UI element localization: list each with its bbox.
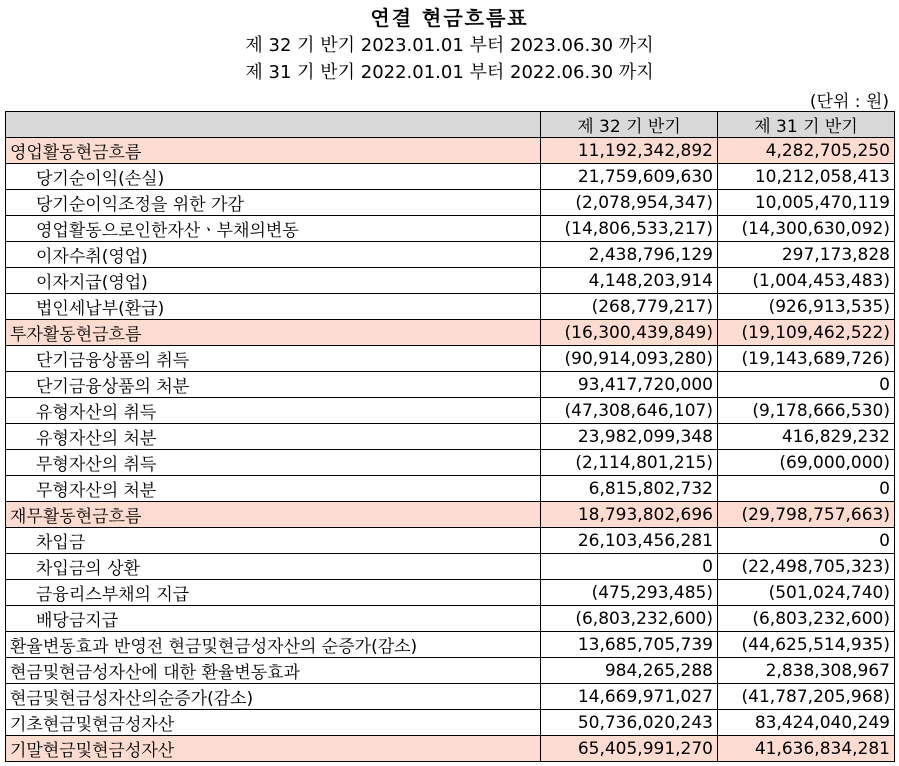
table-body — [6, 138, 895, 762]
row-label: 차입금 — [6, 528, 541, 554]
value-period-32: 50,736,020,243 — [541, 710, 718, 736]
value-period-32: 11,192,342,892 — [541, 138, 718, 164]
value-period-32: (47,308,646,107) — [541, 398, 718, 424]
table-row — [6, 138, 895, 164]
value-period-32: (475,293,485) — [541, 580, 718, 606]
table-row — [6, 580, 895, 606]
row-label: 현금및현금성자산에 대한 환율변동효과 — [6, 658, 541, 684]
row-label: 단기금융상품의 취득 — [6, 346, 541, 372]
value-period-32: 0 — [541, 554, 718, 580]
value-period-32: 13,685,705,739 — [541, 632, 718, 658]
value-period-32: (16,300,439,849) — [541, 320, 718, 346]
row-label: 법인세납부(환급) — [6, 294, 541, 320]
row-label: 현금및현금성자산의순증가(감소) — [6, 684, 541, 710]
value-period-32: (90,914,093,280) — [541, 346, 718, 372]
value-period-31: 0 — [718, 476, 895, 502]
value-period-31: (29,798,757,663) — [718, 502, 895, 528]
value-period-31: (14,300,630,092) — [718, 216, 895, 242]
table-row — [6, 528, 895, 554]
value-period-31: (1,004,453,483) — [718, 268, 895, 294]
value-period-31: 41,636,834,281 — [718, 736, 895, 762]
row-label: 기초현금및현금성자산 — [6, 710, 541, 736]
row-label: 당기순이익(손실) — [6, 164, 541, 190]
table-row — [6, 450, 895, 476]
value-period-31: 0 — [718, 372, 895, 398]
table-row — [6, 372, 895, 398]
value-period-31: (926,913,535) — [718, 294, 895, 320]
value-period-31: (19,143,689,726) — [718, 346, 895, 372]
table-row — [6, 190, 895, 216]
row-label: 영업활동으로인한자산ㆍ부채의변동 — [6, 216, 541, 242]
table-row — [6, 606, 895, 632]
value-period-32: (6,803,232,600) — [541, 606, 718, 632]
table-row — [6, 554, 895, 580]
row-label: 재무활동현금흐름 — [6, 502, 541, 528]
table-row — [6, 710, 895, 736]
row-label: 기말현금및현금성자산 — [6, 736, 541, 762]
value-period-31: 2,838,308,967 — [718, 658, 895, 684]
unit-label: (단위 : 원) — [809, 92, 889, 112]
value-period-31: (6,803,232,600) — [718, 606, 895, 632]
row-label: 이자지급(영업) — [6, 268, 541, 294]
value-period-32: 21,759,609,630 — [541, 164, 718, 190]
row-label: 당기순이익조정을 위한 가감 — [6, 190, 541, 216]
table-row — [6, 294, 895, 320]
value-period-32: 2,438,796,129 — [541, 242, 718, 268]
value-period-32: (268,779,217) — [541, 294, 718, 320]
value-period-31: (69,000,000) — [718, 450, 895, 476]
row-label: 이자수취(영업) — [6, 242, 541, 268]
table-row — [6, 242, 895, 268]
row-label: 환율변동효과 반영전 현금및현금성자산의 순증가(감소) — [6, 632, 541, 658]
value-period-32: (2,114,801,215) — [541, 450, 718, 476]
value-period-32: 14,669,971,027 — [541, 684, 718, 710]
value-period-31: (22,498,705,323) — [718, 554, 895, 580]
row-label: 배당금지급 — [6, 606, 541, 632]
table-row — [6, 346, 895, 372]
table-row — [6, 632, 895, 658]
table-row — [6, 658, 895, 684]
value-period-32: 23,982,099,348 — [541, 424, 718, 450]
value-period-31: 83,424,040,249 — [718, 710, 895, 736]
table-row — [6, 476, 895, 502]
value-period-32: 984,265,288 — [541, 658, 718, 684]
statement-title: 연결 현금흐름표 — [370, 6, 529, 30]
value-period-31: (41,787,205,968) — [718, 684, 895, 710]
row-label: 무형자산의 처분 — [6, 476, 541, 502]
value-period-31: (44,625,514,935) — [718, 632, 895, 658]
value-period-31: (9,178,666,530) — [718, 398, 895, 424]
value-period-32: (14,806,533,217) — [541, 216, 718, 242]
value-period-31: 10,212,058,413 — [718, 164, 895, 190]
header-period-31: 제 31 기 반기 — [718, 112, 895, 138]
row-label: 영업활동현금흐름 — [6, 138, 541, 164]
value-period-31: 416,829,232 — [718, 424, 895, 450]
value-period-32: 4,148,203,914 — [541, 268, 718, 294]
table-row — [6, 502, 895, 528]
row-label: 단기금융상품의 처분 — [6, 372, 541, 398]
value-period-32: (2,078,954,347) — [541, 190, 718, 216]
value-period-32: 18,793,802,696 — [541, 502, 718, 528]
table-row — [6, 684, 895, 710]
value-period-31: 10,005,470,119 — [718, 190, 895, 216]
header-row — [6, 112, 895, 138]
table-row — [6, 398, 895, 424]
row-label: 투자활동현금흐름 — [6, 320, 541, 346]
row-label: 차입금의 상환 — [6, 554, 541, 580]
period-prior: 제 31 기 반기 2022.01.01 부터 2022.06.30 까지 — [245, 62, 654, 83]
cash-flow-table — [5, 111, 895, 762]
row-label: 금융리스부채의 지급 — [6, 580, 541, 606]
header-period-32: 제 32 기 반기 — [541, 112, 718, 138]
value-period-31: 297,173,828 — [718, 242, 895, 268]
row-label: 유형자산의 처분 — [6, 424, 541, 450]
value-period-32: 6,815,802,732 — [541, 476, 718, 502]
row-label: 무형자산의 취득 — [6, 450, 541, 476]
table-row — [6, 268, 895, 294]
value-period-31: (19,109,462,522) — [718, 320, 895, 346]
table-row — [6, 216, 895, 242]
row-label: 유형자산의 취득 — [6, 398, 541, 424]
value-period-31: 4,282,705,250 — [718, 138, 895, 164]
value-period-32: 65,405,991,270 — [541, 736, 718, 762]
value-period-32: 93,417,720,000 — [541, 372, 718, 398]
table-row — [6, 736, 895, 762]
header-label — [6, 112, 541, 138]
table-row — [6, 424, 895, 450]
value-period-31: (501,024,740) — [718, 580, 895, 606]
value-period-32: 26,103,456,281 — [541, 528, 718, 554]
value-period-31: 0 — [718, 528, 895, 554]
table-row — [6, 164, 895, 190]
period-current: 제 32 기 반기 2023.01.01 부터 2023.06.30 까지 — [245, 35, 654, 56]
table-row — [6, 320, 895, 346]
